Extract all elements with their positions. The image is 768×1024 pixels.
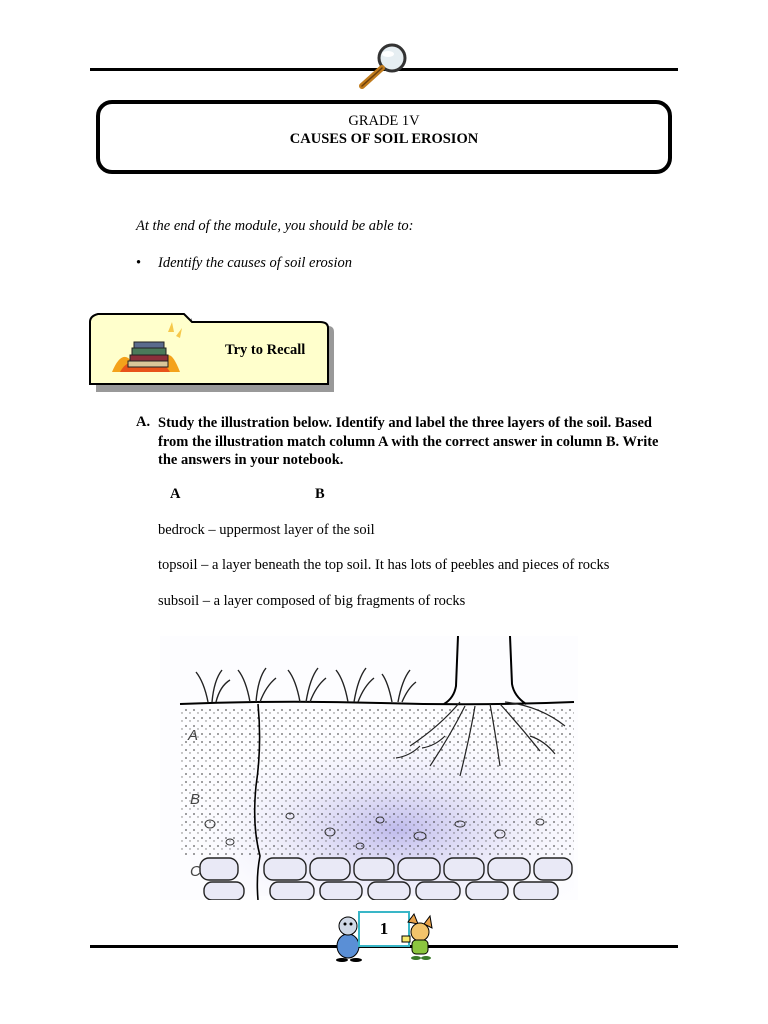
- match-item: topsoil – a layer beneath the top soil. It has lots of peebles and pieces of rocks: [158, 557, 610, 573]
- layer-label-b: B: [190, 791, 201, 808]
- column-b-header: B: [315, 486, 325, 502]
- match-item: bedrock – uppermost layer of the soil: [158, 522, 375, 538]
- soil-layers-illustration: [160, 636, 578, 900]
- section-title: Try to Recall: [225, 342, 306, 358]
- question-text: Study the illustration below. Identify and label the three layers of the soil. Based from the illustration match column A with the correct answer in column B. Write the answers in your notebook.: [158, 415, 659, 468]
- magnifier-icon: [352, 42, 416, 92]
- books-on-fire-icon: [108, 318, 184, 376]
- column-a-header: A: [170, 486, 181, 502]
- layer-label-a: A: [188, 727, 199, 744]
- match-item: subsoil – a layer composed of big fragments of rocks: [158, 593, 466, 609]
- objective-item-text: Identify the causes of soil erosion: [158, 255, 352, 271]
- layer-label-c: C: [190, 863, 201, 880]
- title-box: [96, 100, 672, 174]
- objective-intro: At the end of the module, you should be able to:: [136, 218, 414, 234]
- page-title: CAUSES OF SOIL EROSION: [289, 131, 479, 147]
- bullet-icon: •: [136, 255, 142, 271]
- question-number: A.: [136, 414, 151, 430]
- grade-label: GRADE 1V: [348, 113, 420, 129]
- cartoon-fox-icon: [398, 912, 436, 962]
- page-number: 1: [358, 911, 410, 947]
